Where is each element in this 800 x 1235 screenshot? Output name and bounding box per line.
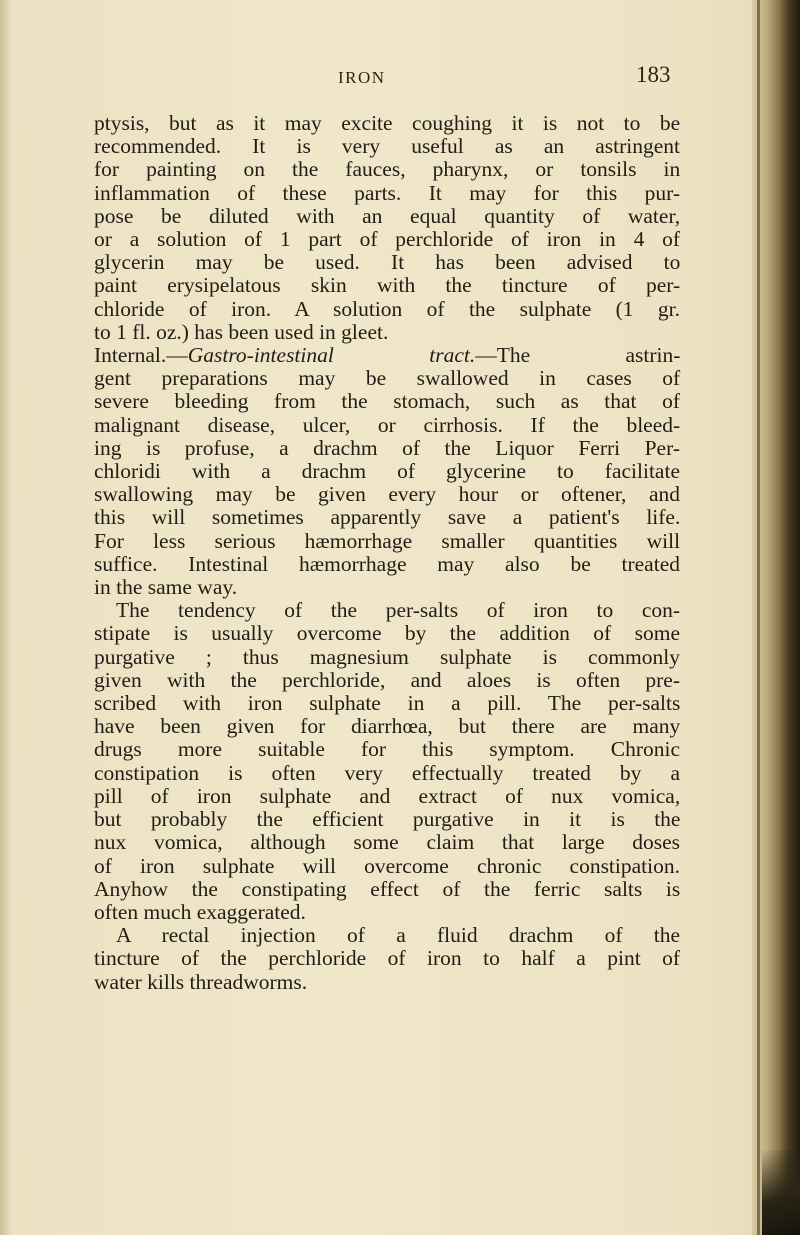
text-line: in the same way. — [94, 575, 238, 600]
paragraph-constipation — [94, 599, 680, 924]
text-line: but probably the efficient purgative in it is the — [94, 807, 681, 832]
text-line: given with the perchloride, and aloes is often pre- — [94, 667, 680, 692]
text-line: chloride of iron. A solution of the sulphate (1 gr. — [94, 296, 681, 321]
text-line: paint erysipelatous skin with the tincture of per- — [94, 273, 681, 298]
text-line: swallowing may be given every hour or oftener, and — [94, 482, 680, 507]
text-line: for painting on the fauces, pharynx, or tonsils in — [94, 157, 681, 182]
text-line: malignant disease, ulcer, or cirrhosis. If the bleed- — [94, 412, 681, 437]
text-line: pill of iron sulphate and extract of nux vomica, — [94, 783, 681, 808]
text-line: The tendency of the per-salts of iron to con- — [116, 598, 681, 623]
text-line: or a solution of 1 part of perchloride of iron in 4 of — [94, 227, 681, 252]
running-head: IRON — [338, 68, 386, 87]
text-line: water kills threadworms. — [94, 969, 308, 994]
text-line: A rectal injection of a fluid drachm of the — [116, 923, 681, 948]
text-line: inflammation of these parts. It may for this pur- — [94, 180, 680, 205]
paragraph-threadworms — [94, 924, 680, 994]
text-line: to 1 fl. oz.) has been used in gleet. — [94, 319, 389, 344]
internal-heading-line — [94, 344, 680, 367]
paragraph-external-use — [94, 112, 680, 344]
page-header — [0, 62, 800, 102]
text-line: Anyhow the constipating effect of the ferric salts is — [94, 876, 681, 901]
body-text — [94, 112, 680, 994]
page-left-shadow — [0, 0, 12, 1235]
text-line: recommended. It is very useful as an astringent — [94, 134, 680, 159]
section-label: Internal. — [94, 343, 167, 368]
paragraph-internal-use — [94, 344, 680, 599]
text-line: nux vomica, although some claim that large doses — [94, 830, 680, 855]
text-line: pose be diluted with an equal quantity of water, — [94, 203, 681, 228]
text-fragment: —The astrin- — [475, 343, 681, 368]
text-line: severe bleeding from the stomach, such as that of — [94, 389, 680, 414]
text-line: stipate is usually overcome by the addition of some — [94, 621, 680, 646]
text-line: ing is profuse, a drachm of the Liquor Ferri Per- — [94, 435, 680, 460]
text-line: gent preparations may be swallowed in cases of — [94, 366, 681, 391]
text-line: often much exaggerated. — [94, 899, 306, 924]
text-line: ptysis, but as it may excite coughing it is not to be — [94, 111, 681, 135]
page-edge-line — [757, 0, 760, 1235]
text-line: purgative ; thus magnesium sulphate is commonly — [94, 644, 680, 669]
spine-corner-shadow — [762, 1150, 800, 1235]
text-line: tincture of the perchloride of iron to half a pint of — [94, 946, 681, 971]
subsection-heading: Gastro-intestinal tract. — [187, 343, 476, 368]
page-number: 183 — [636, 62, 671, 87]
text-line: suffice. Intestinal hæmorrhage may also be treated — [94, 551, 680, 576]
text-line: chloridi with a drachm of glycerine to facilitate — [94, 459, 680, 484]
text-line: For less serious hæmorrhage smaller quantities will — [94, 528, 681, 553]
text-line: this will sometimes apparently save a patient's life. — [94, 505, 681, 530]
section-dash: — — [166, 343, 188, 368]
text-line: drugs more suitable for this symptom. Chronic — [94, 737, 680, 762]
text-line: constipation is often very effectually treated by a — [94, 760, 680, 785]
text-line: scribed with iron sulphate in a pill. The per-salts — [94, 691, 681, 716]
text-line: of iron sulphate will overcome chronic constipation. — [94, 853, 680, 878]
text-line: glycerin may be used. It has been advised to — [94, 250, 681, 275]
text-line: have been given for diarrhœa, but there are many — [94, 714, 681, 739]
